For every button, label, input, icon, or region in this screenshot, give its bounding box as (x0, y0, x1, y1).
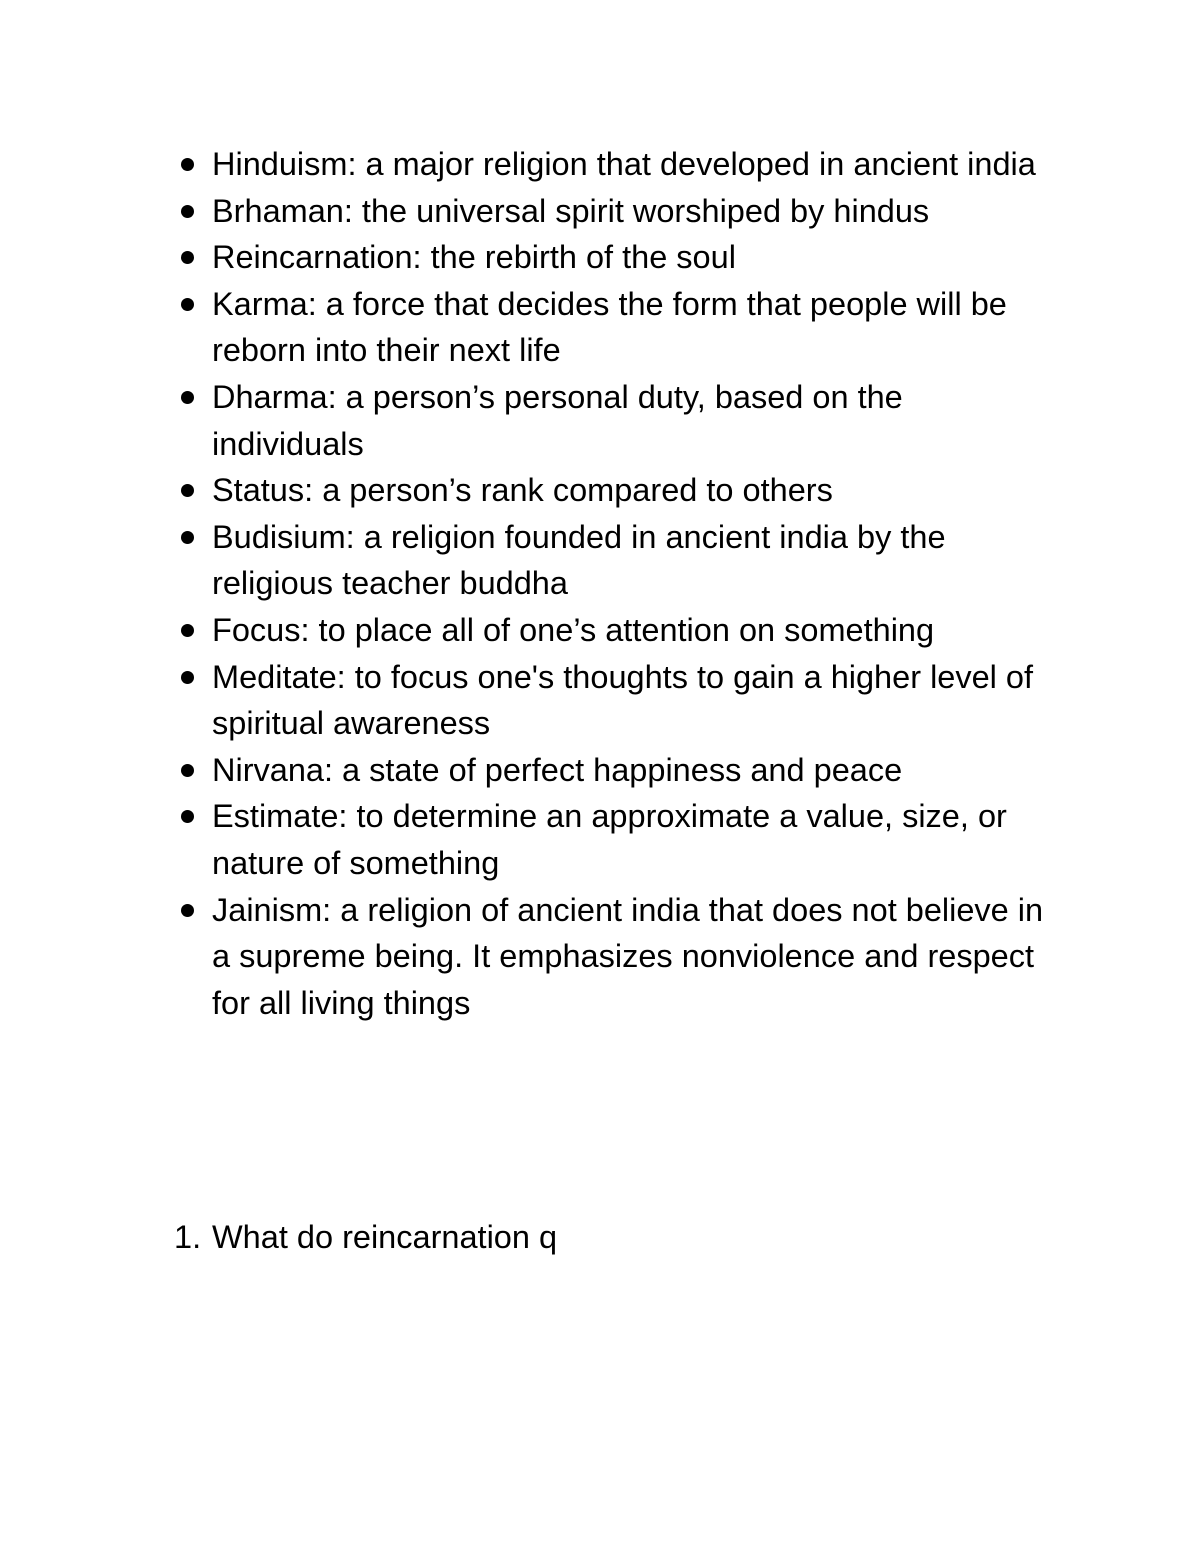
list-item (212, 188, 1062, 235)
vocabulary-term-reincarnation: Reincarnation: the rebirth of the soul (212, 239, 736, 276)
bullet-icon (181, 904, 194, 917)
question-list (174, 1214, 1074, 1261)
list-item (212, 747, 1062, 794)
bullet-icon (181, 391, 194, 404)
vocabulary-term-nirvana: Nirvana: a state of perfect happiness and peace (212, 751, 903, 788)
list-item (212, 234, 1062, 281)
list-item (212, 514, 1062, 607)
question-text: What do reincarnation q (212, 1219, 558, 1255)
list-item (212, 467, 1062, 514)
vocabulary-term-brhaman: Brhaman: the universal spirit worshiped by hindus (212, 192, 930, 229)
list-item (212, 887, 1062, 1027)
vocabulary-term-karma: Karma: a force that decides the form that people will be reborn into their next life (212, 285, 1007, 369)
list-item (212, 374, 1062, 467)
bullet-icon (181, 671, 194, 684)
bullet-icon (181, 484, 194, 497)
question-number: 1. (174, 1219, 202, 1255)
list-item (212, 141, 1062, 188)
question-item (174, 1214, 1074, 1261)
list-item (212, 281, 1062, 374)
list-item (212, 654, 1062, 747)
bullet-icon (181, 298, 194, 311)
bullet-icon (181, 764, 194, 777)
bullet-icon (181, 158, 194, 171)
bullet-icon (181, 531, 194, 544)
vocabulary-term-focus: Focus: to place all of one’s attention on something (212, 611, 935, 648)
list-item (212, 607, 1062, 654)
vocabulary-term-status: Status: a person’s rank compared to others (212, 472, 833, 509)
vocabulary-term-dharma: Dharma: a person’s personal duty, based on the individuals (212, 378, 903, 462)
bullet-icon (181, 251, 194, 264)
vocabulary-list (212, 141, 1062, 1026)
bullet-icon (181, 624, 194, 637)
vocabulary-term-meditate: Meditate: to focus one's thoughts to gain a higher level of spiritual awareness (212, 658, 1034, 742)
bullet-icon (181, 810, 194, 823)
vocabulary-term-estimate: Estimate: to determine an approximate a value, size, or nature of something (212, 798, 1007, 881)
list-item (212, 793, 1062, 886)
vocabulary-term-budisium: Budisium: a religion founded in ancient india by the religious teacher buddha (212, 518, 946, 602)
vocabulary-term-hinduism: Hinduism: a major religion that developed in ancient india (212, 146, 1036, 182)
vocabulary-term-jainism: Jainism: a religion of ancient india that does not believe in a supreme being. It emphasizes nonviolence and respect for all living things (212, 891, 1044, 1021)
bullet-icon (181, 205, 194, 218)
